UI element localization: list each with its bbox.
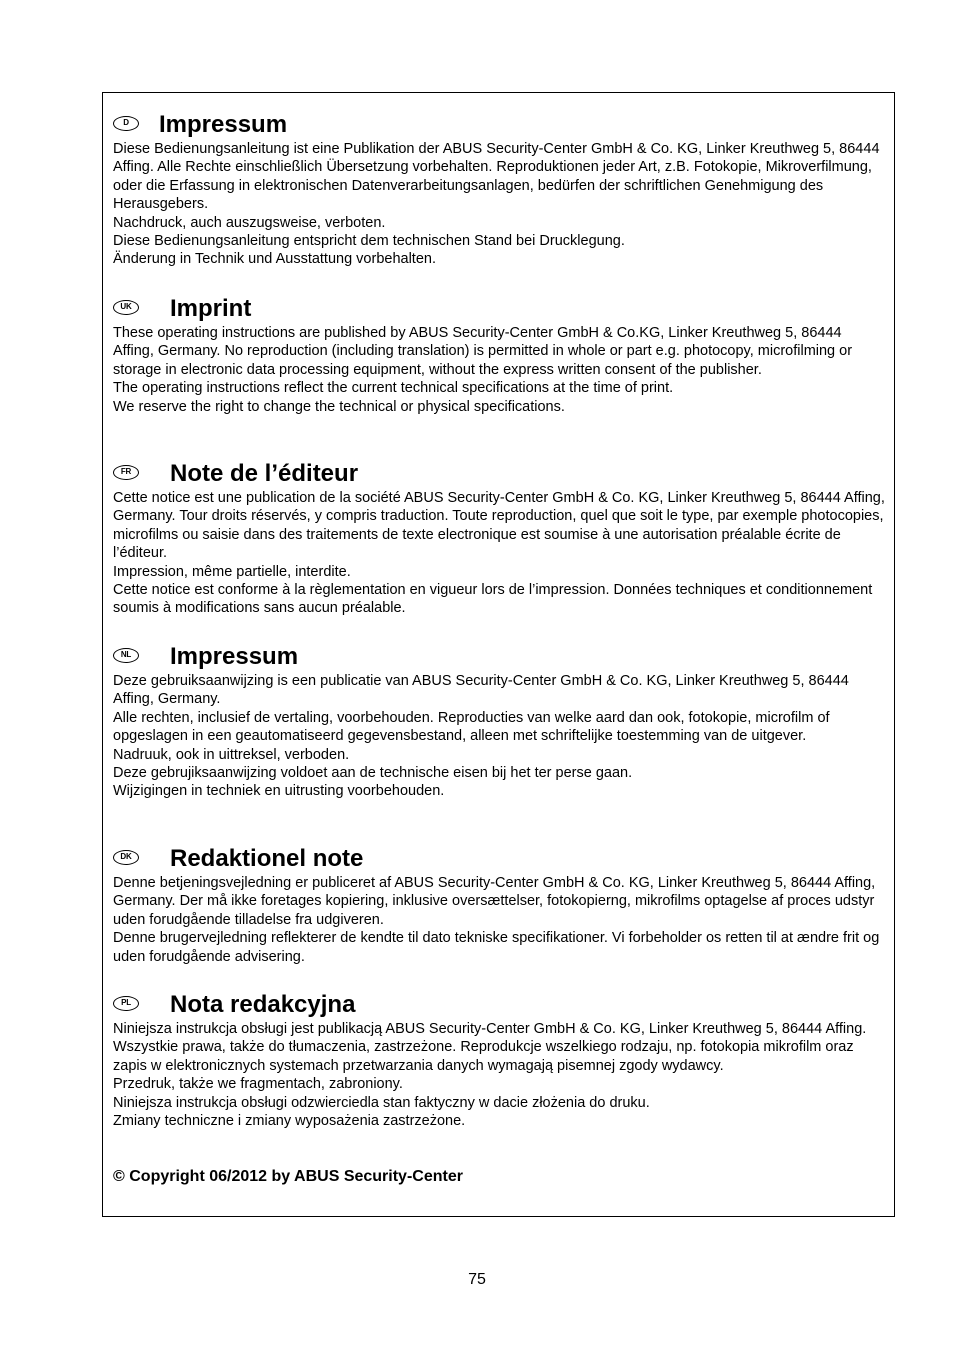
paragraph: Wijzigingen in techniek en uitrusting voorbehouden. [113, 783, 445, 800]
section-heading [113, 294, 885, 324]
section-dk [113, 844, 885, 966]
language-badge-icon: UK [113, 300, 139, 315]
paragraph: Deze gebruiksaanwijzing is een publicatie van ABUS Security-Center GmbH & Co. KG, Linker Kreuthweg 5, 86444 Affing, Germany. [113, 673, 849, 708]
section-title: Note de l’éditeur [170, 460, 359, 487]
paragraph: Impression, même partielle, interdite. [113, 563, 351, 580]
section-title: Impressum [159, 111, 288, 138]
paragraph: Alle rechten, inclusief de vertaling, voorbehouden. Reproducties van welke aard dan ook, fotokopie, microfilm of opgeslagen in een geautomatiseerd gegevensbestand, alleen met schriftelijke toestemming van de uitgever. [113, 709, 830, 745]
paragraph: Änderung in Technik und Ausstattung vorbehalten. [113, 251, 436, 268]
section-de [113, 110, 885, 269]
paragraph: These operating instructions are published by ABUS Security-Center GmbH & Co.KG, Linker Kreuthweg 5, 86444 Affing, Germany. No reproduction (including translation) is permitted in whole or part e.g. photocopy, microfilming or storage in electronic data processing equipment, without the express written consent of the publisher. [113, 325, 853, 378]
paragraph: Cette notice est une publication de la société ABUS Security-Center GmbH & Co. KG, Linker Kreuthweg 5, 86444 Affing, Germany. Tour droits réservés, y compris traduction. Toute reproduction, quel que soit le type, par exemple photocopies, microfilms ou saisie dans des traitements de texte electronique est soumise à une autorisation préalable écrite de l’éditeur. [113, 490, 885, 562]
paragraph: Diese Bedienungsanleitung ist eine Publikation der ABUS Security-Center GmbH & Co. KG, Linker Kreuthweg 5, 86444 Affing. Alle Rechte einschließlich Übersetzung vorbehalten. Reproduktionen jeder Art, z.B. Fotokopie, Mikroverfilmung, oder die Erfassung in elektronischen Datenverarbeitungsanlagen, bedürfen der schriftlichen Genehmigung des Herausgebers. [113, 141, 880, 213]
paragraph: Zmiany techniczne i zmiany wyposażenia zastrzeżone. [113, 1113, 466, 1130]
paragraph: Denne betjeningsvejledning er publiceret af ABUS Security-Center GmbH & Co. KG, Linker Kreuthweg 5, 86444 Affing, Germany. Der må ikke foretages kopiering, inklusive oversættelser, fotokopierng, mikrofilms optagelse af proces udstyr uden forudgående tilladelse fra udgiveren. [113, 875, 876, 928]
paragraph: We reserve the right to change the technical or physical specifications. [113, 398, 565, 415]
paragraph: Niniejsza instrukcja obsługi odzwierciedla stan faktyczny w dacie złożenia do druku. [113, 1094, 650, 1111]
copyright-notice: © Copyright 06/2012 by ABUS Security-Center [113, 1168, 463, 1185]
paragraph: Przedruk, także we fragmentach, zabroniony. [113, 1076, 403, 1093]
section-pl [113, 990, 885, 1130]
section-uk [113, 294, 885, 416]
page-number: 75 [468, 1271, 486, 1288]
paragraph: Niniejsza instrukcja obsługi jest publikacją ABUS Security-Center GmbH & Co. KG, Linker Kreuthweg 5, 86444 Affing. Wszystkie prawa, także do tłumaczenia, zastrzeżone. Reprodukcje wszelkiego rodzaju, np. fotokopia mikrofilm oraz zapis w elektronicznych systemach przetwarzania danych wymagają pisemnej zgody wydawcy. [113, 1021, 867, 1074]
section-title: Imprint [170, 295, 252, 322]
paragraph: The operating instructions reflect the current technical specifications at the time of print. [113, 380, 674, 397]
section-heading [113, 110, 885, 140]
section-heading [113, 844, 885, 874]
paragraph: Nadruuk, ook in uittreksel, verboden. [113, 746, 350, 763]
paragraph: Denne brugervejledning reflekterer de kendte til dato tekniske specifikationer. Vi forbeholder os retten til at ændre frit og uden forudgående advisering. [113, 930, 880, 965]
section-heading [113, 642, 885, 672]
section-title: Impressum [170, 643, 299, 670]
section-fr [113, 459, 885, 618]
language-badge-icon: FR [113, 465, 139, 480]
paragraph: Nachdruck, auch auszugsweise, verboten. [113, 214, 386, 231]
section-heading [113, 990, 885, 1020]
language-badge-icon: DK [113, 850, 139, 865]
section-title: Redaktionel note [170, 845, 364, 872]
section-nl [113, 642, 885, 801]
section-title: Nota redakcyjna [170, 991, 356, 1018]
language-badge-icon: D [113, 116, 139, 131]
paragraph: Cette notice est conforme à la règlementation en vigueur lors de l’impression. Données techniques et conditionnement soumis à modifications sans aucun préalable. [113, 582, 873, 617]
paragraph: Deze gebrujiksaanwijzing voldoet aan de technische eisen bij het ter perse gaan. [113, 765, 633, 782]
section-heading [113, 459, 885, 489]
language-badge-icon: NL [113, 648, 139, 663]
paragraph: Diese Bedienungsanleitung entspricht dem technischen Stand bei Drucklegung. [113, 233, 625, 250]
language-badge-icon: PL [113, 996, 139, 1011]
